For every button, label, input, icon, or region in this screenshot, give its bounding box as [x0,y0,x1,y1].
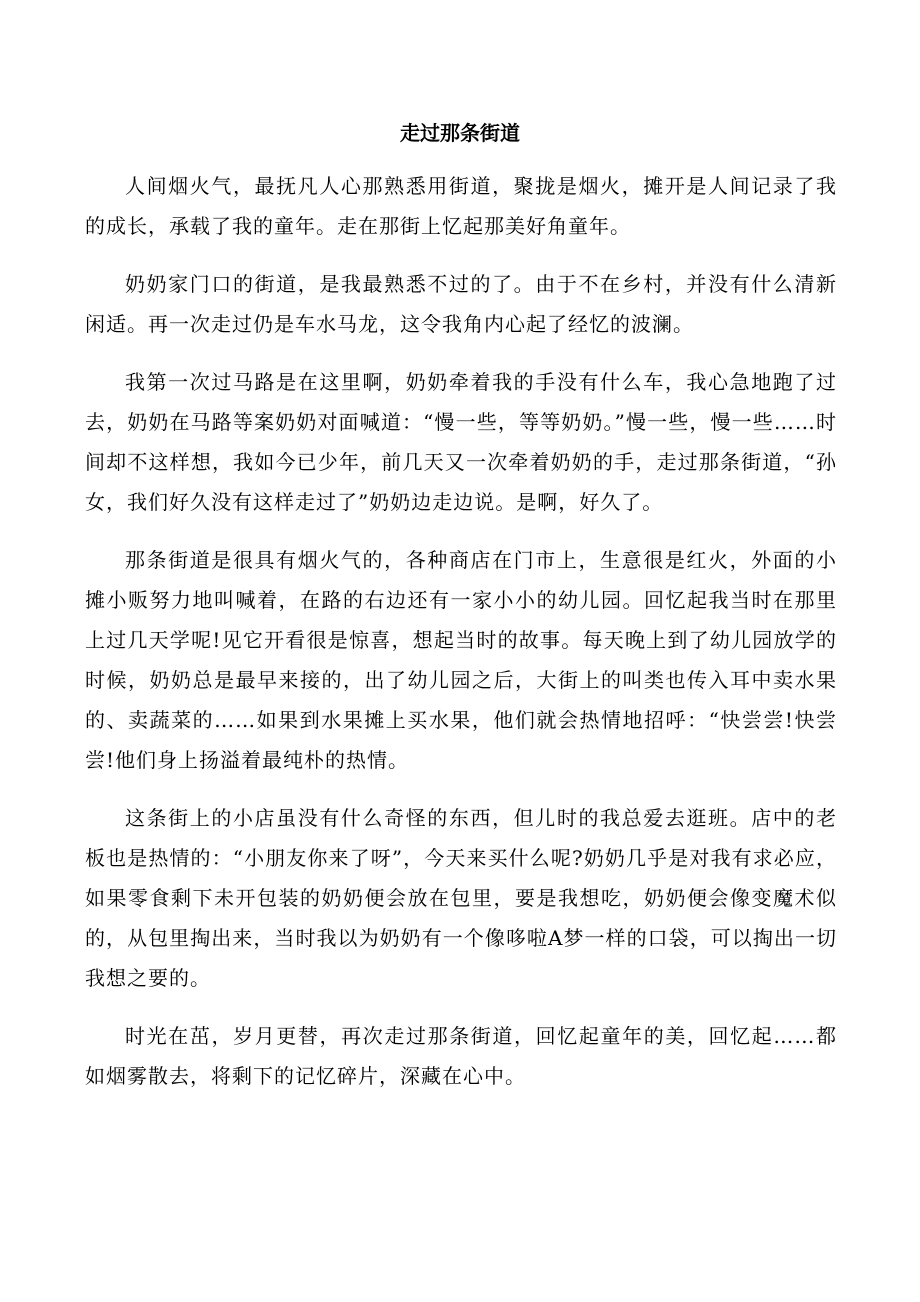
document-title: 走过那条街道 [400,121,520,145]
paragraph-4: 那条街道是很具有烟火气的，各种商店在门市上，生意很是红火，外面的小摊小贩努力地叫喊着，在路的右边还有一家小小的幼儿园。回忆起我当时在那里上过几天学呢!见它开看很是惊喜，想起当时的故事。每天晚上到了幼儿园放学的时候，奶奶总是最早来接的，出了幼儿园之后，大街上的叫类也传入耳中卖水果的、卖蔬菜的……如果到水果摊上买水果，他们就会热情地招呼：“快尝尝!快尝尝!他们身上扬溢着最纯朴的热情。 [85,548,837,772]
paragraph-5: 这条街上的小店虽没有什么奇怪的东西，但儿时的我总爱去逛班。店中的老板也是热情的：“小朋友你来了呀”，今天来买什么呢?奶奶几乎是对我有求必应，如果零食剩下未开包装的奶奶便会放在包里，要是我想吃，奶奶便会像变魔术似的，从包里掏出来，当时我以为奶奶有一个像哆啦A梦一样的口袋，可以掏出一切我想之要的。 [85,806,837,990]
paragraph-1: 人间烟火气，最抚凡人心那熟悉用街道，聚拢是烟火，摊开是人间记录了我的成长，承载了我的童年。走在那街上忆起那美好角童年。 [85,174,837,238]
paragraph-6: 时光在茁，岁月更替，再次走过那条街道，回忆起童年的美，回忆起……都如烟雾散去，将剩下的记忆碎片，深藏在心中。 [85,1024,837,1088]
paragraph-3: 我第一次过马路是在这里啊，奶奶牵着我的手没有什么车，我心急地跑了过去，奶奶在马路等案奶奶对面喊道：“慢一些，等等奶奶。”慢一些，慢一些……时间却不这样想，我如今已少年，前几天又一次牵着奶奶的手，走过那条街道，“孙女，我们好久没有这样走过了”奶奶边走边说。是啊，好久了。 [85,370,837,514]
document-body [85,166,837,1114]
paragraph-2: 奶奶家门口的街道，是我最熟悉不过的了。由于不在乡村，并没有什么清新闲适。再一次走过仍是车水马龙，这令我角内心起了经忆的波澜。 [85,272,837,336]
